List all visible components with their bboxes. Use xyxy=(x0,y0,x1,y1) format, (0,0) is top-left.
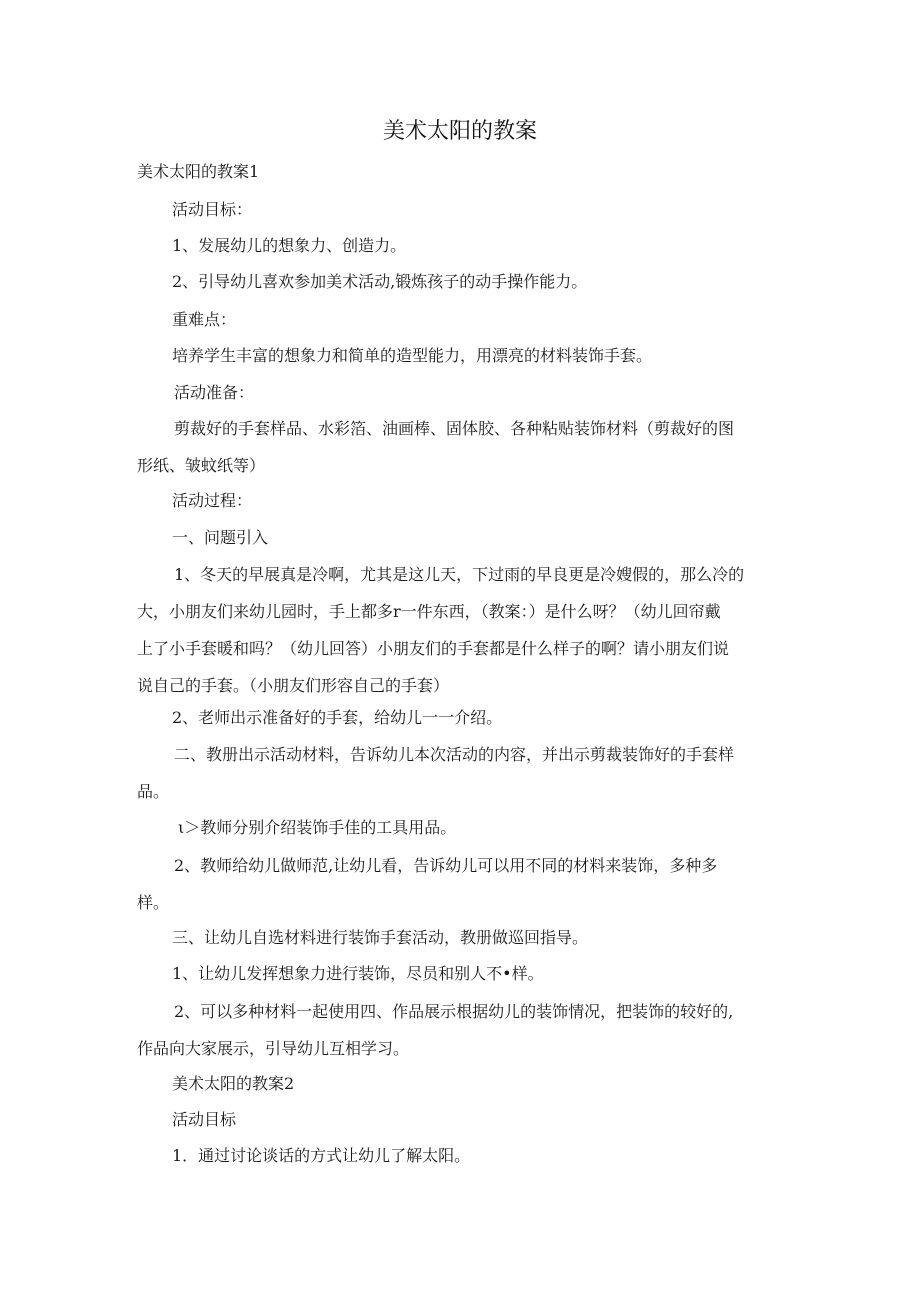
step2-item2-line-1: 2、教师给幼儿做师范,让幼儿看，告诉幼儿可以用不同的材料来装饰，多种多 xyxy=(174,856,718,875)
step3-item2-line-1: 2、可以多种材料一起使用四、作品展示根据幼儿的装饰情况，把装饰的较好的, xyxy=(174,1002,734,1021)
step2-item1: ι＞教师分别介绍装饰手佳的工具用品。 xyxy=(178,818,457,837)
objectives-label: 活动目标： xyxy=(172,200,253,219)
preparation-label: 活动准备： xyxy=(174,383,255,402)
section2-objective-1: 1．通过讨论谈话的方式让幼儿了解太阳。 xyxy=(172,1146,471,1165)
step1-item2: 2、老师出示准备好的手套，给幼儿一一介绍。 xyxy=(172,708,503,727)
step2-paragraph xyxy=(137,736,777,810)
key-points-label: 重难点： xyxy=(172,310,237,329)
key-points-text: 培养学生丰富的想象力和简单的造型能力，用漂亮的材料装饰手套。 xyxy=(172,346,653,365)
section2-objectives-label: 活动目标 xyxy=(172,1110,237,1129)
preparation-line-1: 剪裁好的手套样品、水彩箔、油画棒、固体胶、各种粘贴装饰材料（剪裁好的图 xyxy=(174,419,735,438)
step1-heading: 一、问题引入 xyxy=(172,528,269,547)
step2-item2-line-2: 样。 xyxy=(137,893,170,912)
objective-1: 1、发展幼儿的想象力、创造力。 xyxy=(172,236,407,255)
step1-item1-line-4: 说自己的手套。（小朋友们形容自己的手套） xyxy=(137,676,450,695)
document-title: 美术太阳的教案 xyxy=(382,119,537,144)
step3-item2-line-2: 作品向大家展示，引导幼儿互相学习。 xyxy=(137,1039,410,1058)
objective-2: 2、引导幼儿喜欢参加美术活动,锻炼孩子的动手操作能力。 xyxy=(172,272,588,291)
step2-line-1: 二、教册出示活动材料，告诉幼儿本次活动的内容，并出示剪裁装饰好的手套样 xyxy=(174,745,735,764)
preparation-paragraph xyxy=(137,410,777,484)
section1-heading: 美术太阳的教案1 xyxy=(137,162,260,181)
step2-item2-paragraph xyxy=(137,847,777,921)
process-label: 活动过程： xyxy=(172,491,253,510)
preparation-line-2: 形纸、皱蚊纸等） xyxy=(137,456,266,475)
step1-item1-paragraph xyxy=(137,556,777,704)
step3-item1: 1、让幼儿发挥想象力进行装饰，尽员和别人不•样。 xyxy=(172,964,544,983)
step1-item1-line-1: 1、冬天的早展真是冷啊，尤其是这儿天，下过雨的早良更是冷嫂假的，那么冷的 xyxy=(174,565,745,584)
step1-item1-line-2: 大，小朋友们来幼儿园时，手上都多r一件东西，（教案：）是什么呀？（幼儿回帘戴 xyxy=(137,602,721,621)
step3-heading: 三、让幼儿自选材料进行装饰手套活动，教册做巡回指导。 xyxy=(172,928,589,947)
step1-item1-line-3: 上了小手套暖和吗？（幼儿回答）小朋友们的手套都是什么样子的啊？请小朋友们说 xyxy=(137,639,730,658)
step2-line-2: 品。 xyxy=(137,782,170,801)
step3-item2-paragraph xyxy=(137,993,777,1067)
section2-heading: 美术太阳的教案2 xyxy=(172,1074,295,1093)
